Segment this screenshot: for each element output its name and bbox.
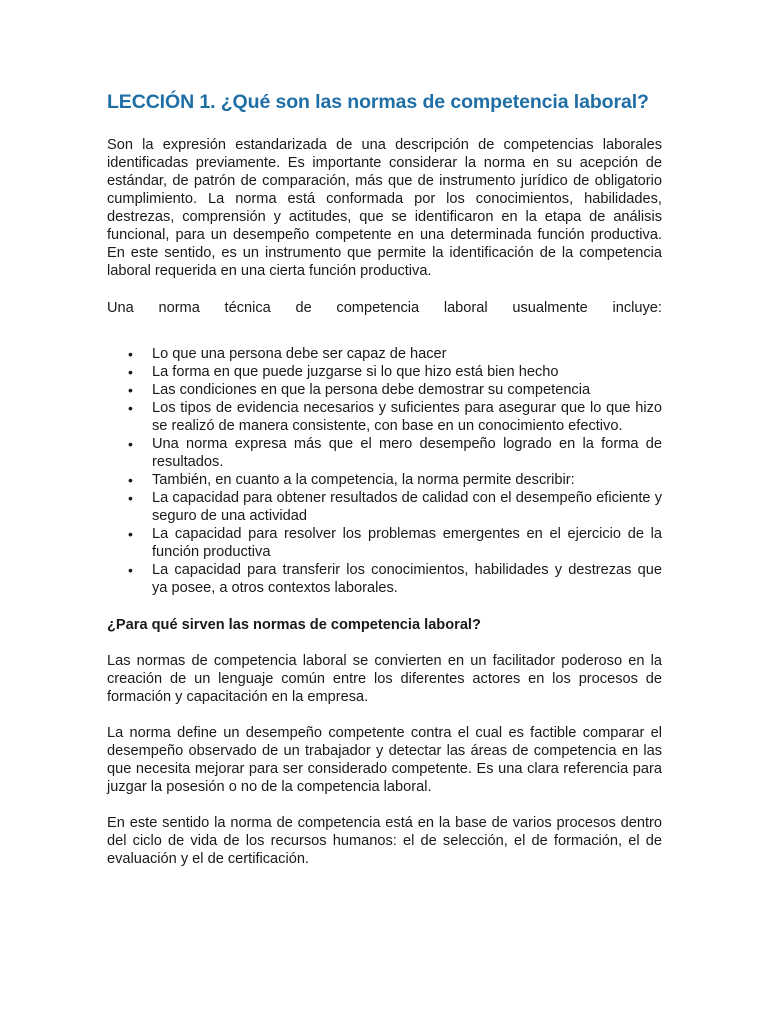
intro-word: Una [107, 300, 134, 316]
list-item [107, 561, 662, 597]
list-item [107, 471, 662, 489]
list-item-text: La capacidad para resolver los problemas emergentes en el ejercicio de la función productiva [152, 526, 662, 560]
list-intro-line [107, 299, 662, 317]
document-page [107, 90, 662, 886]
bullet-icon: • [128, 382, 133, 398]
list-item-text: Una norma expresa más que el mero desempeño logrado en la forma de resultados. [152, 436, 662, 470]
list-item-text: También, en cuanto a la competencia, la norma permite describir: [152, 472, 575, 488]
list-item [107, 525, 662, 561]
list-item [107, 399, 662, 435]
intro-word: usualmente [512, 300, 588, 316]
bullet-icon: • [128, 436, 133, 452]
norm-contents-list [107, 345, 662, 597]
intro-word: incluye: [612, 300, 662, 316]
bullet-icon: • [128, 364, 133, 380]
list-item-text: Las condiciones en que la persona debe demostrar su competencia [152, 382, 591, 398]
definition-paragraph: Son la expresión estandarizada de una descripción de competencias laborales identificadas previamente. Es importante considerar la norma en su acepción de estándar, de patrón de comparación, más que de instrumento jurídico de obligatorio cumplimiento. La norma está conformada por los conocimientos, habilidades, destrezas, comprensión y actitudes, que se identificaron en la etapa de análisis funcional, para un desempeño competente en una determinada función productiva. En este sentido, es un instrumento que permite la identificación de la competencia laboral requerida en una cierta función productiva. [107, 137, 662, 279]
list-item [107, 435, 662, 471]
lesson-title: LECCIÓN 1. ¿Qué son las normas de competencia laboral? [107, 91, 649, 113]
bullet-icon: • [128, 490, 133, 506]
bullet-icon: • [128, 526, 133, 542]
intro-word: competencia [336, 300, 420, 316]
list-item-text: La capacidad para transferir los conocimientos, habilidades y destrezas que ya posee, a otros contextos laborales. [152, 562, 662, 596]
list-item-text: Lo que una persona debe ser capaz de hacer [152, 346, 447, 362]
bullet-icon: • [128, 562, 133, 578]
list-item [107, 345, 662, 363]
comparison-paragraph: La norma define un desempeño competente contra el cual es factible comparar el desempeño observado de un trabajador y detectar las áreas de competencia en las que necesita mejorar para ser considerado competente. Es una clara referencia para juzgar la posesión o no de la competencia laboral. [107, 725, 662, 795]
purpose-paragraph: Las normas de competencia laboral se convierten en un facilitador poderoso en la creación de un lenguaje común entre los diferentes actores en los procesos de formación y capacitación en la empresa. [107, 653, 662, 705]
intro-word: técnica [224, 300, 271, 316]
list-item [107, 489, 662, 525]
list-item-text: La capacidad para obtener resultados de calidad con el desempeño eficiente y seguro de una actividad [152, 490, 662, 524]
section-subheading: ¿Para qué sirven las normas de competencia laboral? [107, 617, 481, 633]
list-item-text: La forma en que puede juzgarse si lo que hizo está bien hecho [152, 364, 559, 380]
bullet-icon: • [128, 400, 133, 416]
intro-word: de [295, 300, 312, 316]
list-item-text: Los tipos de evidencia necesarios y suficientes para asegurar que lo que hizo se realizó de manera consistente, con base en un conocimiento efectivo. [152, 400, 662, 434]
intro-word: norma [158, 300, 200, 316]
bullet-icon: • [128, 472, 133, 488]
list-item [107, 381, 662, 399]
intro-word: laboral [443, 300, 488, 316]
list-item [107, 363, 662, 381]
hr-processes-paragraph: En este sentido la norma de competencia está en la base de varios procesos dentro del ciclo de vida de los recursos humanos: el de selección, el de formación, el de evaluación y el de certificación. [107, 815, 662, 867]
bullet-icon: • [128, 346, 133, 362]
